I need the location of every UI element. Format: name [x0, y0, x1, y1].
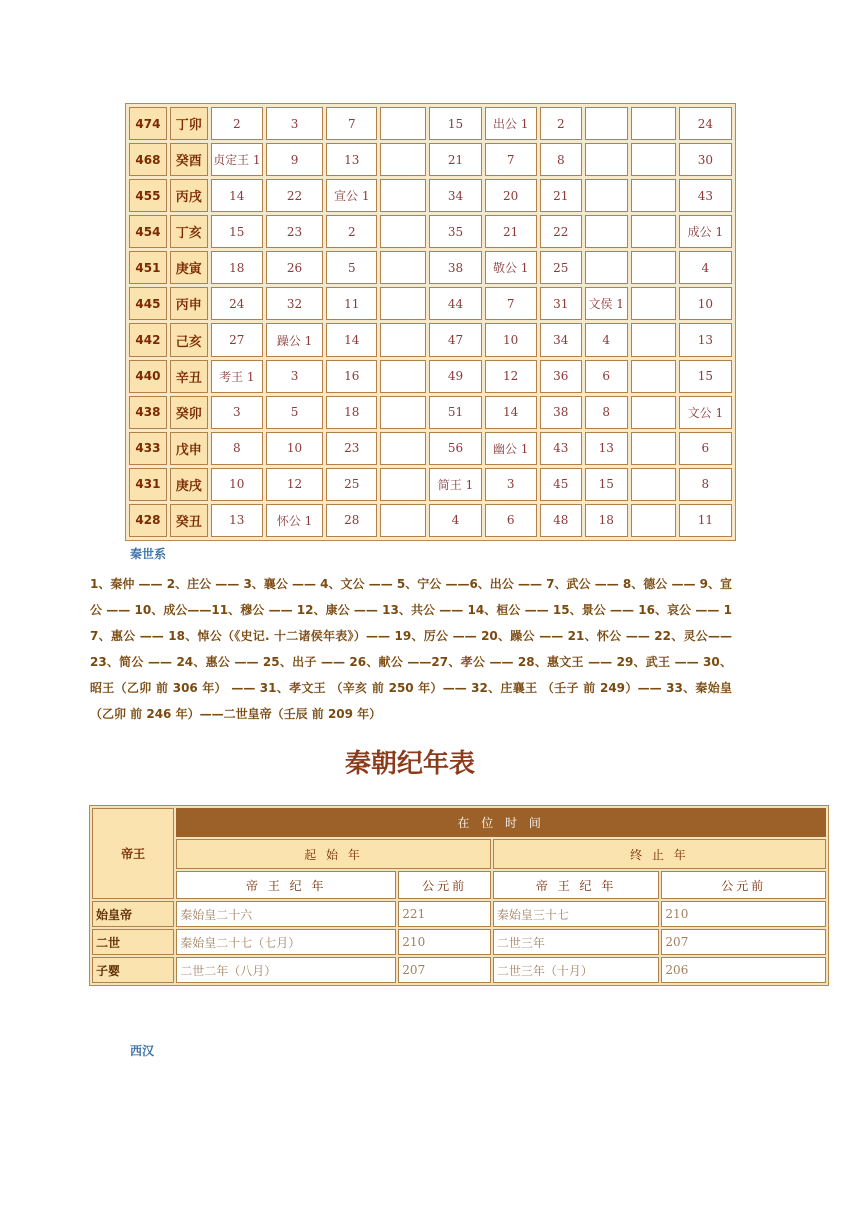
state-year-cell: 7 [485, 287, 537, 320]
end-year-header: 终 止 年 [493, 839, 826, 869]
end-reign-year-column-header: 帝 王 纪 年 [493, 871, 660, 899]
state-year-cell [380, 468, 426, 501]
year-bce-cell: 431 [129, 468, 167, 501]
state-year-cell: 26 [266, 251, 323, 284]
ganzhi-cell: 丁亥 [170, 215, 208, 248]
state-year-cell: 21 [429, 143, 481, 176]
ganzhi-cell: 丙申 [170, 287, 208, 320]
state-year-cell: 18 [326, 396, 377, 429]
qin-reign-table [89, 805, 829, 986]
start-bce: 207 [398, 957, 491, 983]
state-year-cell: 21 [485, 215, 537, 248]
state-year-cell: 8 [585, 396, 628, 429]
state-year-cell: 22 [266, 179, 323, 212]
table-row [92, 957, 826, 983]
table-row [129, 323, 732, 356]
table-row [92, 929, 826, 955]
state-year-cell [631, 323, 676, 356]
year-bce-cell: 451 [129, 251, 167, 284]
state-year-cell: 48 [540, 504, 582, 537]
start-reign-year: 二世二年（八月） [176, 957, 396, 983]
state-year-cell: 7 [326, 107, 377, 140]
state-year-cell: 11 [679, 504, 732, 537]
state-year-cell [380, 504, 426, 537]
qin-lineage-label: 秦世系 [130, 547, 167, 561]
state-year-cell [631, 504, 676, 537]
state-year-cell: 15 [211, 215, 263, 248]
state-year-cell: 考王 1 [211, 360, 263, 393]
state-year-cell: 32 [266, 287, 323, 320]
state-year-cell: 出公 1 [485, 107, 537, 140]
state-year-cell: 4 [585, 323, 628, 356]
ganzhi-cell: 丁卯 [170, 107, 208, 140]
table-row [129, 251, 732, 284]
state-year-cell: 成公 1 [679, 215, 732, 248]
start-year-header: 起 始 年 [176, 839, 491, 869]
qin-reign-table-container [89, 805, 767, 992]
state-year-cell: 27 [211, 323, 263, 356]
state-year-cell [631, 360, 676, 393]
state-year-cell: 23 [326, 432, 377, 465]
state-year-cell: 4 [679, 251, 732, 284]
state-year-cell: 34 [429, 179, 481, 212]
ganzhi-cell: 丙戌 [170, 179, 208, 212]
state-year-cell: 45 [540, 468, 582, 501]
state-year-cell: 宣公 1 [326, 179, 377, 212]
state-year-cell [631, 143, 676, 176]
state-year-cell: 3 [485, 468, 537, 501]
state-year-cell [585, 107, 628, 140]
end-reign-year: 二世三年 [493, 929, 660, 955]
state-year-cell: 7 [485, 143, 537, 176]
state-year-cell: 13 [585, 432, 628, 465]
state-year-cell: 10 [266, 432, 323, 465]
table-row [129, 396, 732, 429]
state-year-cell: 躁公 1 [266, 323, 323, 356]
table-row [129, 143, 732, 176]
state-year-cell [380, 360, 426, 393]
year-bce-cell: 454 [129, 215, 167, 248]
ganzhi-cell: 癸卯 [170, 396, 208, 429]
page-title: 秦朝纪年表 [344, 749, 475, 779]
state-year-cell [380, 287, 426, 320]
state-year-cell: 9 [266, 143, 323, 176]
state-year-cell: 14 [211, 179, 263, 212]
state-year-cell: 简王 1 [429, 468, 481, 501]
state-year-cell: 3 [266, 360, 323, 393]
ganzhi-cell: 辛丑 [170, 360, 208, 393]
qin-lineage-text: 1、秦仲 —— 2、庄公 —— 3、襄公 —— 4、文公 —— 5、宁公 ——6、出公 —— 7、武公 —— 8、德公 —— 9、宣公 —— 10、成公——11、穆公 —— 12、康公 —— 13、共公 —— 14、桓公 —— 15、景公 —— 16、哀公 —— 17、惠公 —— 18、悼公（《史记. 十二诸侯年表》）—— 19、厉公 —— 20、躁公 —— 21、怀公 —— 22、灵公—— 23、简公 —— 24、惠公 —— 25、出子 —— 26、献公 ——27、孝公 —— 28、惠文王 —— 29、武王 —— 30、昭王（乙卯 前 306 年） —— 31、孝文王 （辛亥 前 250 年）—— 32、庄襄王 （壬子 前 249）—— 33、秦始皇（乙卯 前 246 年）——二世皇帝（壬辰 前 209 年） [90, 577, 733, 721]
state-year-cell: 43 [540, 432, 582, 465]
state-year-cell [380, 179, 426, 212]
state-year-cell [631, 468, 676, 501]
end-bce: 210 [661, 901, 826, 927]
ganzhi-cell: 庚戌 [170, 468, 208, 501]
state-year-cell: 25 [540, 251, 582, 284]
state-year-cell: 34 [540, 323, 582, 356]
state-year-cell: 3 [211, 396, 263, 429]
state-year-cell: 10 [211, 468, 263, 501]
end-reign-year: 秦始皇三十七 [493, 901, 660, 927]
state-year-cell [631, 432, 676, 465]
start-bce-column-header: 公元前 [398, 871, 491, 899]
table-row [129, 468, 732, 501]
table-row [129, 287, 732, 320]
ganzhi-cell: 癸丑 [170, 504, 208, 537]
year-bce-cell: 442 [129, 323, 167, 356]
reign-period-header: 在 位 时 间 [176, 808, 826, 837]
year-bce-cell: 440 [129, 360, 167, 393]
state-year-cell [380, 107, 426, 140]
state-year-cell [585, 143, 628, 176]
state-year-cell: 10 [485, 323, 537, 356]
table-row [129, 107, 732, 140]
state-year-cell: 怀公 1 [266, 504, 323, 537]
state-year-cell [631, 287, 676, 320]
state-year-cell: 15 [585, 468, 628, 501]
state-year-cell: 8 [211, 432, 263, 465]
ganzhi-cell: 癸酉 [170, 143, 208, 176]
state-year-cell: 6 [679, 432, 732, 465]
start-bce: 221 [398, 901, 491, 927]
state-year-cell: 35 [429, 215, 481, 248]
year-bce-cell: 438 [129, 396, 167, 429]
state-year-cell: 6 [585, 360, 628, 393]
state-year-cell: 4 [429, 504, 481, 537]
state-year-cell [585, 179, 628, 212]
year-bce-cell: 468 [129, 143, 167, 176]
state-year-cell: 25 [326, 468, 377, 501]
state-year-cell: 15 [429, 107, 481, 140]
ganzhi-cell: 己亥 [170, 323, 208, 356]
state-year-cell [585, 215, 628, 248]
end-bce-column-header: 公元前 [661, 871, 826, 899]
end-reign-year: 二世三年（十月） [493, 957, 660, 983]
state-year-cell: 51 [429, 396, 481, 429]
start-bce: 210 [398, 929, 491, 955]
state-year-cell: 49 [429, 360, 481, 393]
state-year-cell: 20 [485, 179, 537, 212]
table-row [129, 360, 732, 393]
end-bce: 206 [661, 957, 826, 983]
state-year-cell: 36 [540, 360, 582, 393]
table-row [129, 215, 732, 248]
state-year-cell: 11 [326, 287, 377, 320]
emperor-name: 二世 [92, 929, 174, 955]
state-year-cell: 44 [429, 287, 481, 320]
state-year-cell [380, 323, 426, 356]
state-year-cell: 13 [211, 504, 263, 537]
state-year-cell: 10 [679, 287, 732, 320]
start-reign-year: 秦始皇二十七（七月） [176, 929, 396, 955]
state-year-cell: 38 [540, 396, 582, 429]
table-row [129, 504, 732, 537]
ganzhi-cell: 戊申 [170, 432, 208, 465]
state-year-cell: 13 [679, 323, 732, 356]
state-year-cell [631, 251, 676, 284]
year-bce-cell: 455 [129, 179, 167, 212]
state-year-cell [631, 107, 676, 140]
state-year-cell: 贞定王 1 [211, 143, 263, 176]
state-year-cell: 24 [211, 287, 263, 320]
western-han-label: 西汉 [130, 1044, 155, 1058]
state-year-cell: 38 [429, 251, 481, 284]
state-year-cell [631, 396, 676, 429]
state-year-cell: 14 [485, 396, 537, 429]
state-year-cell: 2 [540, 107, 582, 140]
state-year-cell: 21 [540, 179, 582, 212]
state-year-cell: 18 [585, 504, 628, 537]
table-row [92, 901, 826, 927]
state-year-cell: 43 [679, 179, 732, 212]
state-year-cell: 24 [679, 107, 732, 140]
state-year-cell: 15 [679, 360, 732, 393]
emperor-header: 帝王 [92, 808, 174, 899]
state-year-cell: 56 [429, 432, 481, 465]
table-row [129, 432, 732, 465]
state-year-cell: 22 [540, 215, 582, 248]
table-row [129, 179, 732, 212]
state-year-cell: 12 [485, 360, 537, 393]
state-year-cell: 6 [485, 504, 537, 537]
year-table [125, 103, 736, 541]
state-year-cell: 敬公 1 [485, 251, 537, 284]
state-year-cell: 幽公 1 [485, 432, 537, 465]
year-bce-cell: 445 [129, 287, 167, 320]
emperor-name: 子婴 [92, 957, 174, 983]
start-reign-year-column-header: 帝 王 纪 年 [176, 871, 396, 899]
state-year-cell: 文侯 1 [585, 287, 628, 320]
state-year-cell: 28 [326, 504, 377, 537]
state-year-cell: 13 [326, 143, 377, 176]
end-bce: 207 [661, 929, 826, 955]
year-bce-cell: 474 [129, 107, 167, 140]
state-year-cell [380, 396, 426, 429]
state-year-cell: 2 [326, 215, 377, 248]
state-year-cell [631, 215, 676, 248]
state-year-cell: 16 [326, 360, 377, 393]
state-year-cell [631, 179, 676, 212]
ganzhi-cell: 庚寅 [170, 251, 208, 284]
state-year-cell: 23 [266, 215, 323, 248]
state-year-cell [380, 251, 426, 284]
state-year-cell: 5 [326, 251, 377, 284]
state-year-cell: 47 [429, 323, 481, 356]
state-year-cell: 3 [266, 107, 323, 140]
state-year-cell: 12 [266, 468, 323, 501]
start-reign-year: 秦始皇二十六 [176, 901, 396, 927]
state-year-cell: 8 [679, 468, 732, 501]
state-year-cell: 31 [540, 287, 582, 320]
state-year-cell: 文公 1 [679, 396, 732, 429]
year-bce-cell: 428 [129, 504, 167, 537]
year-bce-cell: 433 [129, 432, 167, 465]
state-year-cell: 14 [326, 323, 377, 356]
state-year-cell [380, 143, 426, 176]
state-year-cell [585, 251, 628, 284]
state-year-cell: 18 [211, 251, 263, 284]
emperor-name: 始皇帝 [92, 901, 174, 927]
state-year-cell: 5 [266, 396, 323, 429]
state-year-cell: 30 [679, 143, 732, 176]
state-year-cell: 8 [540, 143, 582, 176]
state-year-cell [380, 215, 426, 248]
state-year-cell [380, 432, 426, 465]
state-year-cell: 2 [211, 107, 263, 140]
